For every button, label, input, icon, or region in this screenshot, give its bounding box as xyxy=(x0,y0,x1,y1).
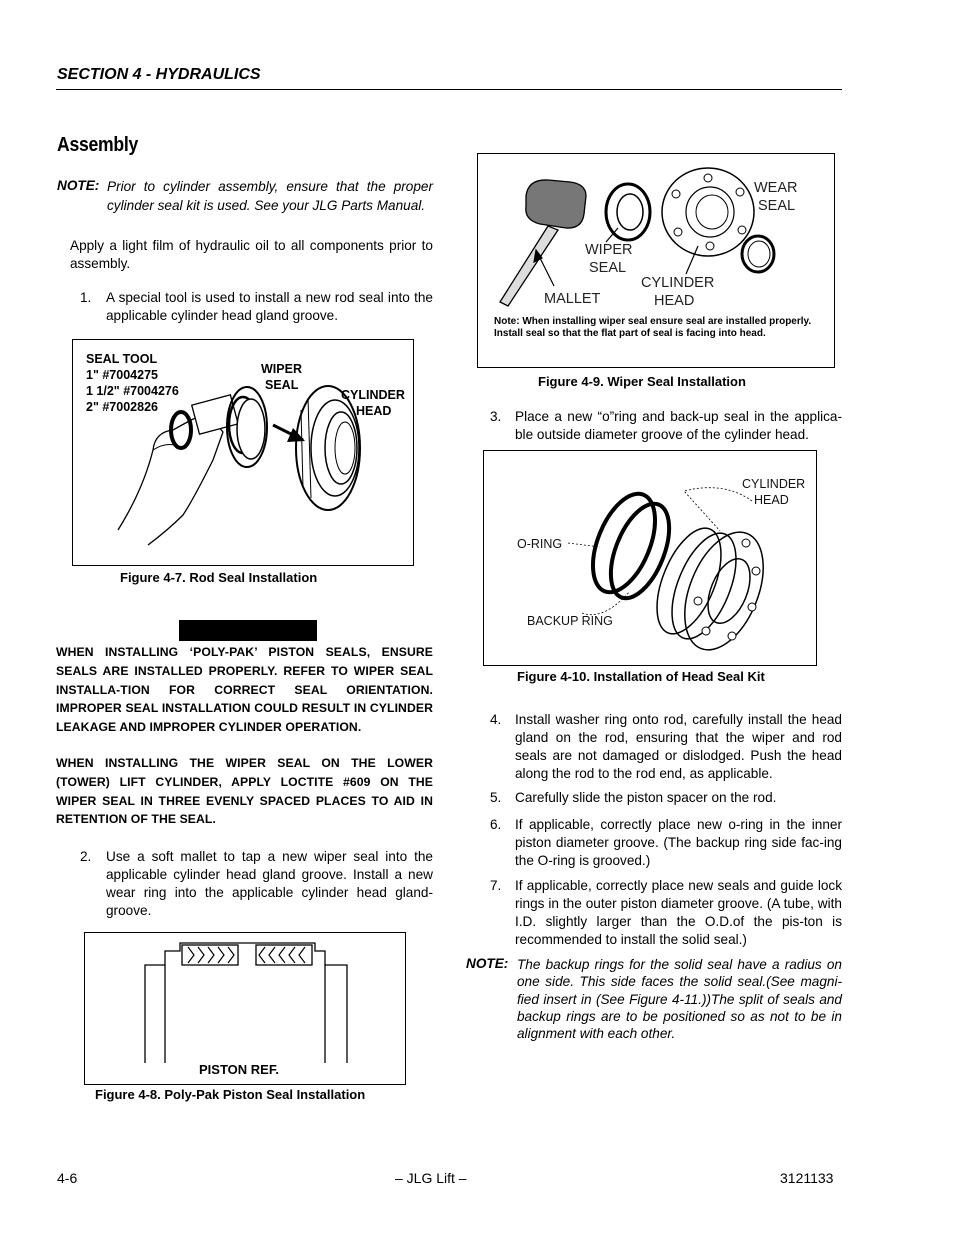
step-text: If applicable, correctly place new seals and guide lock rings in the outer piston diameter groove. (A tube, with I.D. slightly larger than the O.D.of the pis-ton is recommended to install the solid seal.) xyxy=(515,878,842,947)
note-label: NOTE: xyxy=(466,956,509,971)
step-number: 1. xyxy=(80,290,92,305)
label-seal-tool: SEAL TOOL xyxy=(86,352,158,366)
step-number: 4. xyxy=(490,712,502,727)
note-label: NOTE: xyxy=(57,178,100,193)
label-cylinder: CYLINDER xyxy=(341,388,405,402)
step-text: Use a soft mallet to tap a new wiper seal into the applicable cylinder head gland groove. Install a new wear ring into the applicable cylinder head gland-groove. xyxy=(106,849,433,918)
label-piston-ref: PISTON REF. xyxy=(199,1062,279,1077)
step-number: 2. xyxy=(80,849,92,864)
label-head: HEAD xyxy=(356,404,392,418)
page-number: 4-6 xyxy=(57,1170,78,1186)
header-rule xyxy=(56,89,842,90)
warning-banner xyxy=(179,620,317,641)
label-o-ring: O-RING xyxy=(517,537,563,551)
section-header: SECTION 4 - HYDRAULICS xyxy=(57,66,261,83)
step-number: 7. xyxy=(490,878,502,893)
page-title: Assembly xyxy=(57,134,139,156)
figure-note: Note: When installing wiper seal ensure seal are installed properly. Install seal so that the flat part of seal is facing into head. xyxy=(494,316,812,339)
label-seal: SEAL xyxy=(758,198,796,214)
step-text: A special tool is used to install a new rod seal into the applicable cylinder head gland groove. xyxy=(106,290,433,323)
label-cylinder: CYLINDER xyxy=(641,275,715,291)
figure-head-seal-kit xyxy=(483,450,817,666)
label-wiper: WIPER xyxy=(261,362,302,376)
step-text: Install washer ring onto rod, carefully install the head gland on the rod, ensuring that the wiper and rod seals are not damaged or dislodged. Push the head along the rod to the rod end, as applicable. xyxy=(515,712,842,781)
figure-caption: Figure 4-9. Wiper Seal Installation xyxy=(538,374,746,389)
label-wiper: WIPER xyxy=(585,242,633,258)
note-text: Prior to cylinder assembly, ensure that the proper cylinder seal kit is used. See your JLG Parts Manual. xyxy=(107,179,433,213)
step-number: 3. xyxy=(490,409,502,424)
figure-poly-pak xyxy=(84,932,406,1085)
step-text: If applicable, correctly place new o-ring in the inner piston diameter groove. (The backup ring side fac-ing the O-ring is grooved.) xyxy=(515,817,842,868)
label-mallet: MALLET xyxy=(544,291,601,307)
footer-center: – JLG Lift – xyxy=(395,1170,467,1186)
figure-caption: Figure 4-10. Installation of Head Seal Kit xyxy=(517,669,765,684)
label-size-3: 2" #7002826 xyxy=(86,400,158,414)
note-text: The backup rings for the solid seal have a radius on one side. This side faces the solid seal.(See magni-fied insert in (See Figure 4-11.))The split of seals and backup rings are to be positioned so as not to be in alignment with each other. xyxy=(517,957,842,1042)
warning-text-2: WHEN INSTALLING THE WIPER SEAL ON THE LOWER (TOWER) LIFT CYLINDER, APPLY LOCTITE #609 ON THE WIPER SEAL IN THREE EVENLY SPACED PLACES TO AID IN RETENTION OF THE SEAL. xyxy=(56,756,433,827)
label-head: HEAD xyxy=(754,493,789,507)
figure-rod-seal xyxy=(72,339,414,566)
label-seal: SEAL xyxy=(265,378,299,392)
warning-text: WHEN INSTALLING ‘POLY-PAK’ PISTON SEALS, ENSURE SEALS ARE INSTALLED PROPERLY. REFER TO WIPER SEAL INSTALLA-TION FOR CORRECT SEAL ORIENTATION. IMPROPER SEAL INSTALLATION COULD RESULT IN CYLINDER LEAKAGE AND IMPROPER CYLINDER OPERATION. xyxy=(56,645,433,735)
label-size-1: 1" #7004275 xyxy=(86,368,158,382)
label-seal: SEAL xyxy=(589,260,627,276)
step-number: 5. xyxy=(490,790,502,805)
step-text: Place a new “o”ring and back-up seal in the applica-ble outside diameter groove of the cylinder head. xyxy=(515,409,842,442)
step-text: Carefully slide the piston spacer on the rod. xyxy=(515,790,777,805)
label-cylinder: CYLINDER xyxy=(742,477,806,491)
intro-paragraph: Apply a light film of hydraulic oil to all components prior to assembly. xyxy=(70,238,433,271)
figure-wiper-seal xyxy=(477,153,835,368)
label-backup-ring: BACKUP RING xyxy=(527,614,613,628)
label-head: HEAD xyxy=(654,293,695,309)
label-size-2: 1 1/2" #7004276 xyxy=(86,384,179,398)
label-wear: WEAR xyxy=(754,180,798,196)
document-number: 3121133 xyxy=(780,1170,834,1186)
figure-caption: Figure 4-7. Rod Seal Installation xyxy=(120,570,318,585)
figure-caption: Figure 4-8. Poly-Pak Piston Seal Installation xyxy=(95,1087,366,1102)
step-number: 6. xyxy=(490,817,502,832)
